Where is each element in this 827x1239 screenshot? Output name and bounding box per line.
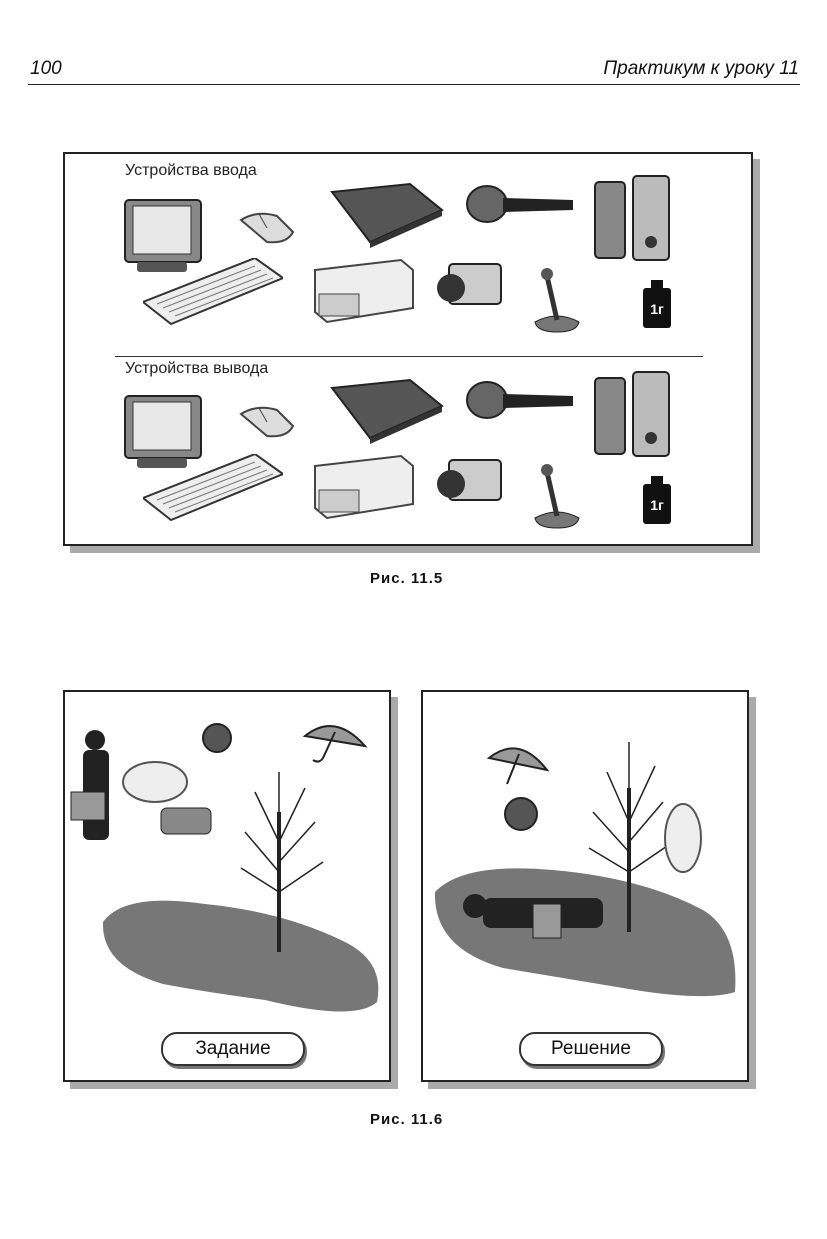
svg-text:1г: 1г — [650, 301, 664, 317]
output-devices-label: Устройства вывода — [125, 360, 269, 377]
joystick-icon[interactable] — [533, 266, 583, 334]
figure-caption-11-5: Рис. 11.5 — [370, 570, 444, 587]
speakers-icon[interactable] — [591, 368, 673, 460]
scanner-icon[interactable] — [330, 182, 445, 248]
figure-devices — [63, 152, 753, 546]
weight-icon — [643, 476, 671, 524]
figure-caption-11-6: Рис. 11.6 — [370, 1111, 444, 1128]
microphone-icon[interactable] — [465, 182, 575, 226]
keyboard-icon[interactable] — [143, 258, 283, 326]
task-scene — [65, 692, 389, 1080]
solution-button[interactable]: Решение — [519, 1032, 663, 1066]
task-button[interactable]: Задание — [161, 1032, 305, 1066]
page-number: 100 — [30, 58, 62, 79]
mouse-icon[interactable] — [237, 210, 297, 246]
svg-text:1г: 1г — [650, 497, 664, 513]
input-devices-label: Устройства ввода — [125, 162, 257, 179]
solution-scene — [423, 692, 747, 1080]
printer-icon[interactable] — [305, 454, 415, 520]
camcorder-icon[interactable] — [435, 258, 505, 316]
header-rule — [28, 84, 800, 85]
scanner-icon[interactable] — [330, 378, 445, 444]
solution-panel — [421, 690, 749, 1082]
keyboard-icon[interactable] — [143, 454, 283, 522]
printer-icon[interactable] — [305, 258, 415, 324]
running-title: Практикум к уроку 11 — [603, 58, 799, 79]
spy-figure — [71, 730, 109, 840]
task-panel — [63, 690, 391, 1082]
joystick-icon[interactable] — [533, 462, 583, 530]
umbrella — [489, 748, 547, 784]
umbrella — [305, 726, 365, 762]
microphone-icon[interactable] — [465, 378, 575, 422]
camcorder-icon[interactable] — [435, 454, 505, 512]
speakers-icon[interactable] — [591, 172, 673, 264]
weight-icon — [643, 280, 671, 328]
section-divider — [115, 356, 703, 357]
mouse-icon[interactable] — [237, 404, 297, 440]
